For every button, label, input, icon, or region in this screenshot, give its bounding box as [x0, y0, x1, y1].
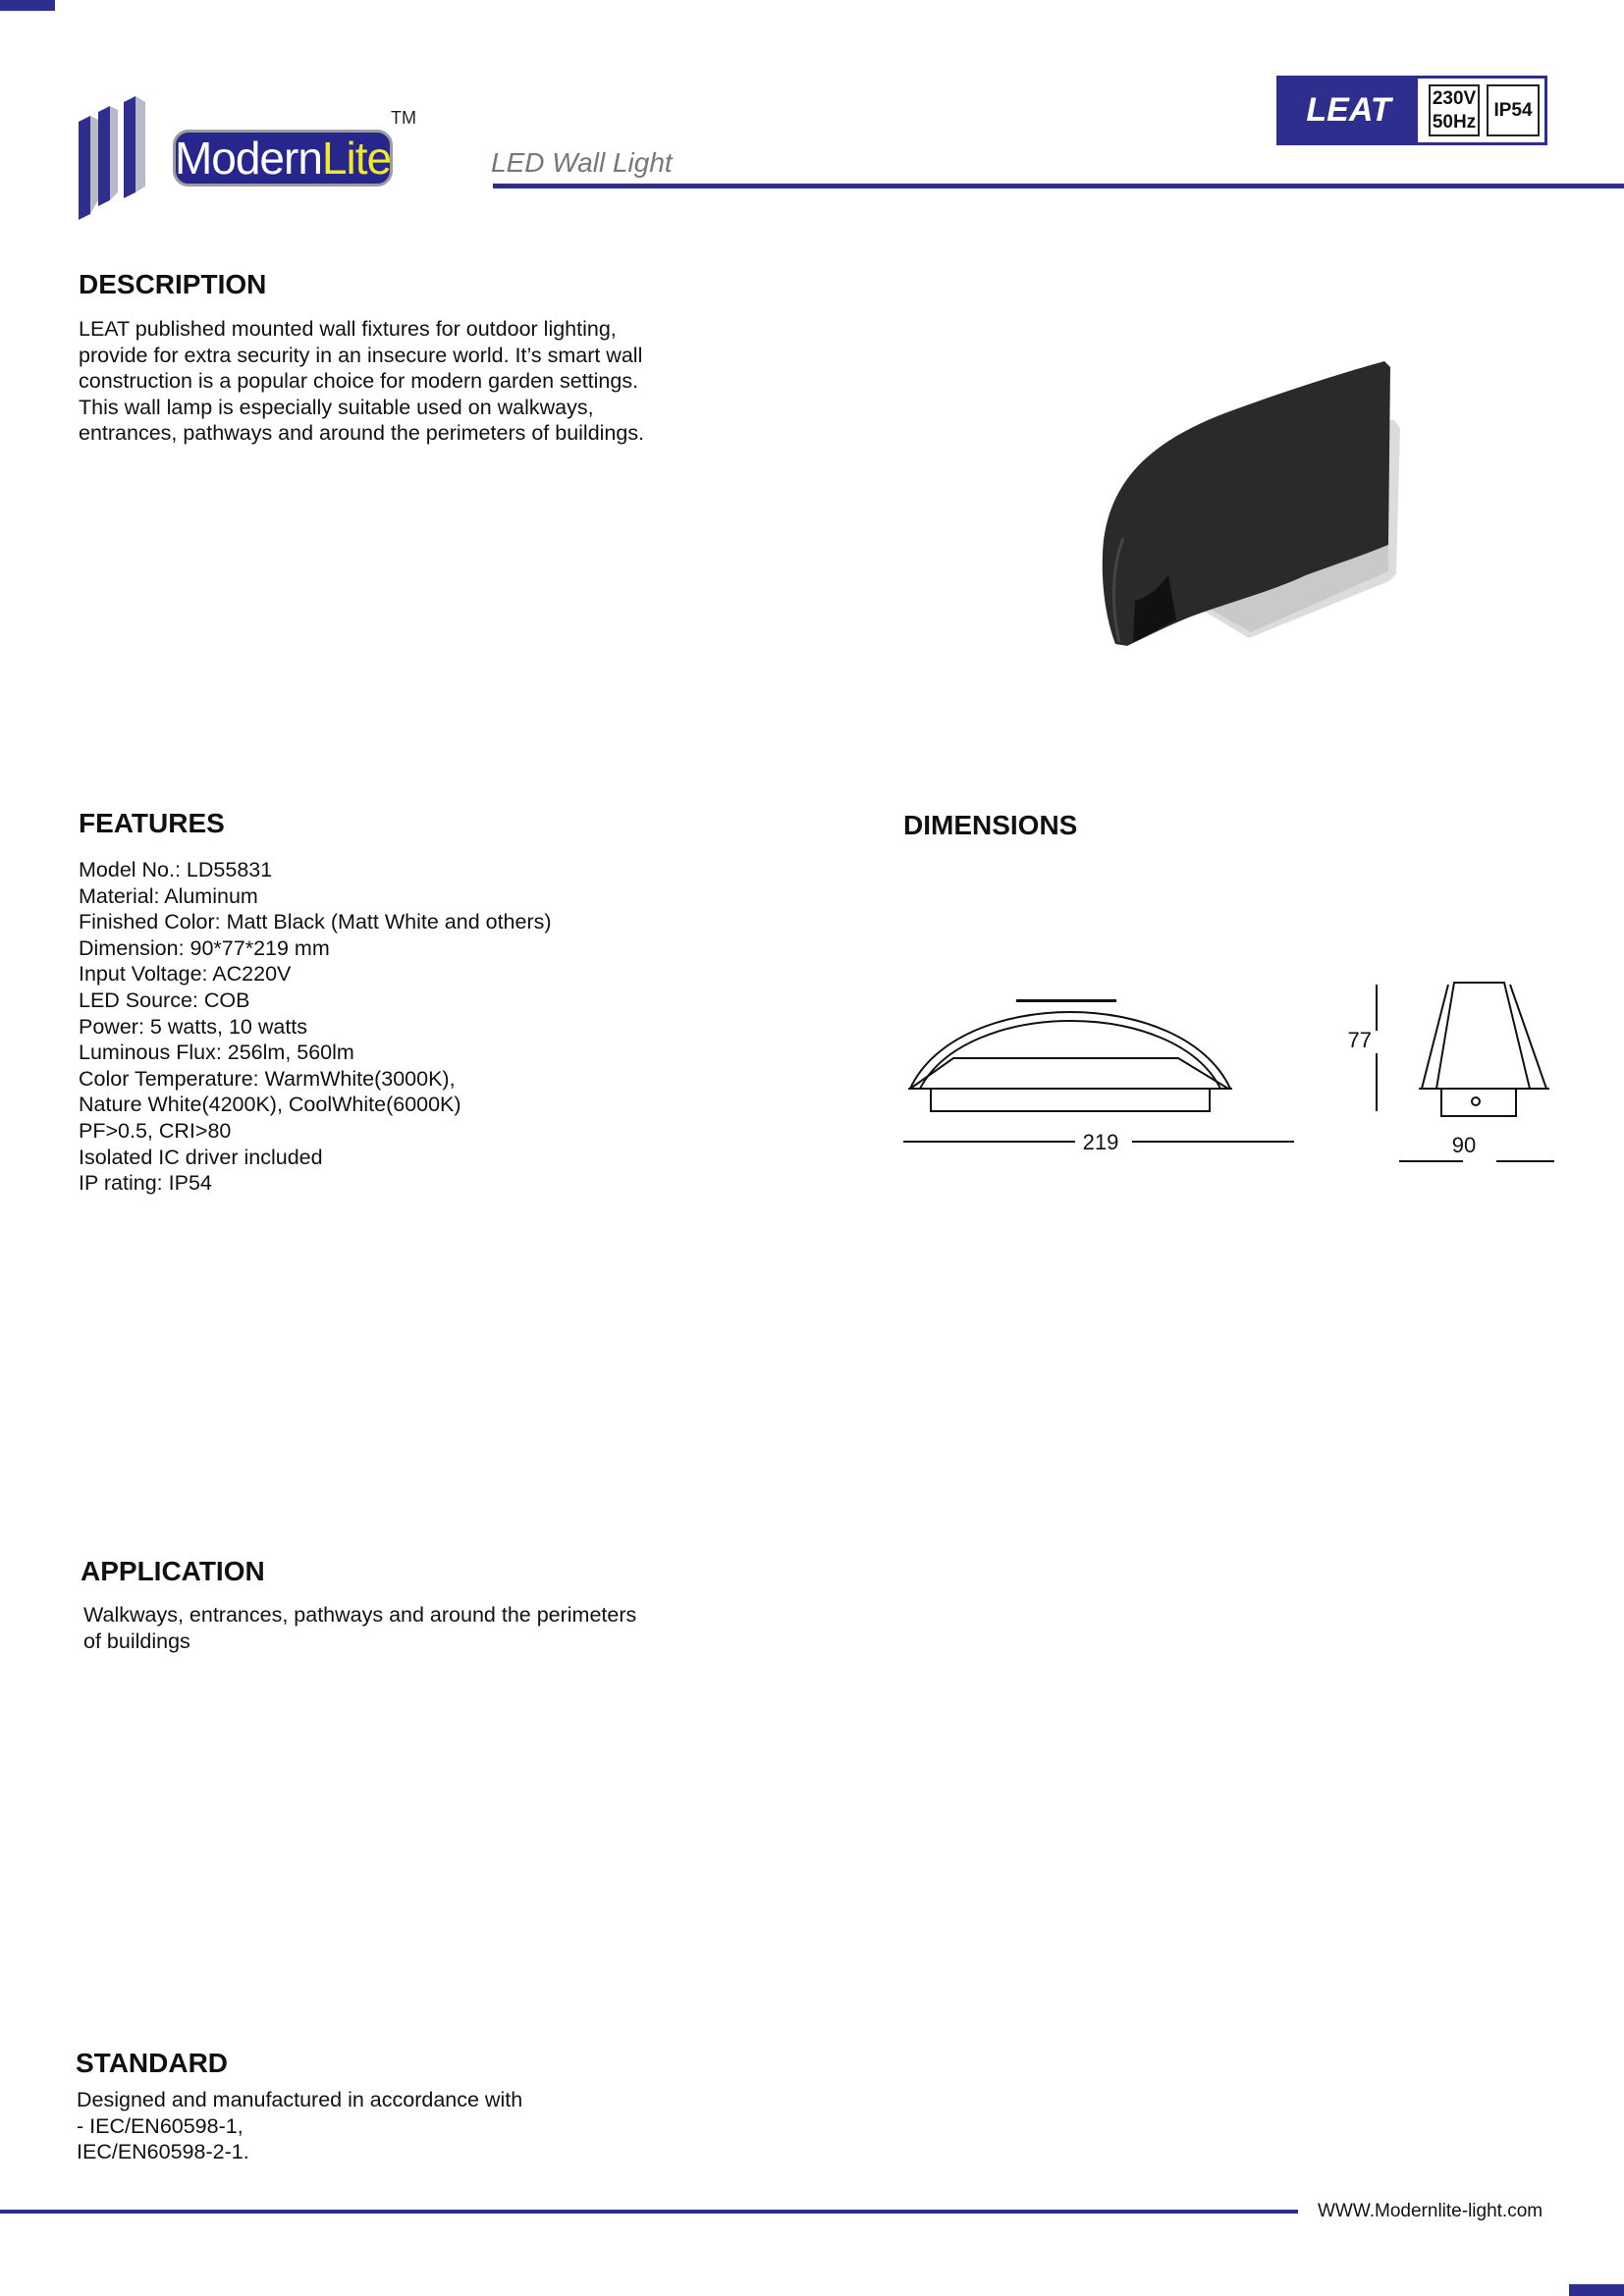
feature-item: IP rating: IP54: [79, 1171, 212, 1196]
dimension-depth-label: 90: [1451, 1133, 1477, 1157]
front-view-drawing: [903, 1000, 1294, 1142]
logo-text-lite: Lite: [321, 133, 392, 184]
badge-voltage-line2: 50Hz: [1432, 112, 1477, 133]
feature-item: Color Temperature: WarmWhite(3000K),: [79, 1066, 456, 1091]
logo-wordmark: [173, 130, 393, 187]
standard-line: Designed and manufactured in accordance with: [77, 2088, 523, 2111]
dimension-length-label: 219: [1082, 1130, 1119, 1154]
features-heading: FEATURES: [79, 808, 225, 838]
standard-heading: STANDARD: [76, 2048, 229, 2078]
corner-accent-top: [0, 0, 55, 11]
feature-item: Isolated IC driver included: [79, 1145, 323, 1169]
badge-voltage-line1: 230V: [1432, 88, 1477, 109]
dimension-drawing: [898, 967, 1562, 1173]
feature-item: Luminous Flux: 256lm, 560lm: [79, 1041, 354, 1065]
description-line: construction is a popular choice for modern garden settings.: [79, 369, 639, 394]
badge-voltage: [1429, 84, 1480, 136]
feature-item: Finished Color: Matt Black (Matt White and others): [79, 910, 552, 934]
standard-line: - IEC/EN60598-1,: [77, 2113, 244, 2138]
description-line: provide for extra security in an insecure world. It’s smart wall: [79, 343, 643, 367]
product-badge: [1276, 76, 1547, 145]
dimension-height-label: 77: [1347, 1028, 1372, 1052]
description-text: [79, 316, 687, 447]
feature-item: Nature White(4200K), CoolWhite(6000K): [79, 1093, 461, 1117]
application-heading: APPLICATION: [81, 1556, 265, 1586]
feature-item: PF>0.5, CRI>80: [79, 1118, 232, 1143]
feature-item: Model No.: LD55831: [79, 858, 273, 881]
feature-item: Dimension: 90*77*219 mm: [79, 935, 330, 960]
feature-item: Input Voltage: AC220V: [79, 962, 292, 987]
standard-text: [77, 2087, 522, 2165]
feature-item: LED Source: COB: [79, 988, 250, 1012]
badge-model-name: LEAT: [1279, 79, 1418, 142]
dimensions-heading: DIMENSIONS: [903, 810, 1078, 840]
description-line: This wall lamp is especially suitable used on walkways,: [79, 395, 594, 419]
description-line: entrances, pathways and around the perimeters of buildings.: [79, 421, 645, 446]
features-list: [79, 857, 552, 1197]
brand-logo: [77, 94, 430, 222]
logo-mark-icon: [77, 94, 175, 222]
footer-rule: [0, 2210, 1298, 2214]
feature-item: Power: 5 watts, 10 watts: [79, 1014, 308, 1039]
feature-item: Material: Aluminum: [79, 883, 258, 908]
trademark-symbol: TM: [391, 108, 416, 128]
application-line: Walkways, entrances, pathways and around the perimeters: [83, 1603, 637, 1627]
website-link[interactable]: WWW.Modernlite-light.com: [1318, 2201, 1543, 2221]
description-line: LEAT published mounted wall fixtures for outdoor lighting,: [79, 317, 617, 341]
application-line: of buildings: [83, 1629, 190, 1653]
logo-text-modern: Modern: [174, 133, 322, 184]
corner-accent-bottom: [1569, 2284, 1624, 2296]
badge-ip-rating: IP54: [1487, 84, 1540, 136]
header-rule: [493, 184, 1624, 188]
product-photo: [1041, 353, 1404, 677]
product-category: LED Wall Light: [491, 147, 673, 178]
description-heading: DESCRIPTION: [79, 269, 267, 299]
standard-line: IEC/EN60598-2-1.: [77, 2140, 249, 2164]
application-text: [83, 1602, 673, 1654]
